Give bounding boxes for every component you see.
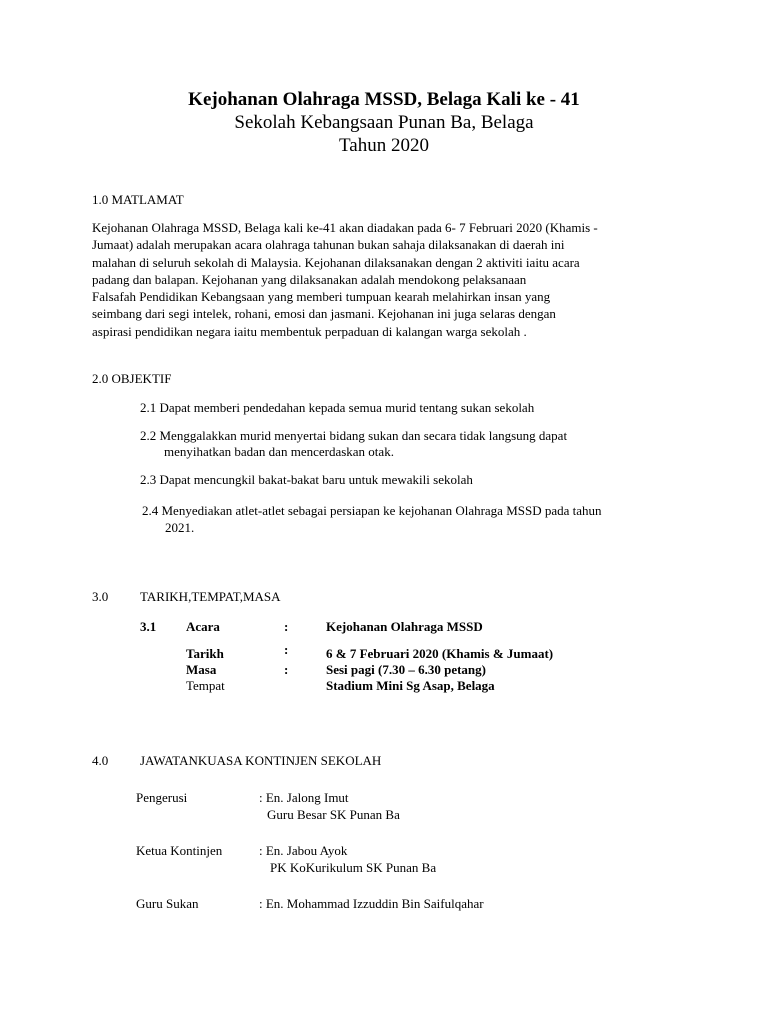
section-4-heading: JAWATANKUASA KONTINJEN SEKOLAH xyxy=(140,753,382,768)
detail-label: Acara xyxy=(186,619,220,634)
committee-name: : En. Jalong Imut xyxy=(259,790,349,805)
objective-item: 2.4 Menyediakan atlet-atlet sebagai persiapan ke kejohanan Olahraga MSSD pada tahun xyxy=(142,503,602,518)
paragraph-line: Jumaat) adalah merupakan acara olahraga tahunan bukan sahaja dilaksanakan di daerah ini xyxy=(92,237,565,253)
committee-role: Ketua Kontinjen xyxy=(136,843,223,858)
section-1-paragraph xyxy=(92,219,682,340)
objective-item: 2.2 Menggalakkan murid menyertai bidang sukan dan secara tidak langsung dapat xyxy=(140,428,568,443)
school-name: Sekolah Kebangsaan Punan Ba, Belaga xyxy=(234,112,534,133)
objective-item-continuation: 2021. xyxy=(165,520,195,535)
objective-item: 2.3 Dapat mencungkil bakat-bakat baru untuk mewakili sekolah xyxy=(140,472,473,487)
committee-title: PK KoKurikulum SK Punan Ba xyxy=(270,860,437,875)
detail-label: Tempat xyxy=(186,678,225,693)
committee-name: : En. Mohammad Izzuddin Bin Saifulqahar xyxy=(259,896,484,911)
paragraph-line: Kejohanan Olahraga MSSD, Belaga kali ke-41 akan diadakan pada 6- 7 Februari 2020 (Khamis - xyxy=(92,220,598,235)
paragraph-line: Falsafah Pendidikan Kebangsaan yang memberi tumpuan kearah melahirkan insan yang xyxy=(92,289,551,305)
objective-item: 2.1 Dapat memberi pendedahan kepada semua murid tentang sukan sekolah xyxy=(140,400,535,415)
document-year: Tahun 2020 xyxy=(339,135,429,156)
committee-role: Pengerusi xyxy=(136,790,188,805)
detail-colon: : xyxy=(284,619,289,634)
detail-value: Sesi pagi (7.30 – 6.30 petang) xyxy=(326,662,486,677)
committee-title: Guru Besar SK Punan Ba xyxy=(267,807,400,822)
paragraph-line: padang dan balapan. Kejohanan yang dilaksanakan adalah mendokong pelaksanaan xyxy=(92,271,527,287)
detail-colon: : xyxy=(284,642,289,657)
paragraph-line: aspirasi pendidikan negara iaitu membentuk perpaduan di kalangan warga sekolah . xyxy=(92,323,527,339)
detail-colon: : xyxy=(284,662,289,677)
detail-value: 6 & 7 Februari 2020 (Khamis & Jumaat) xyxy=(326,646,554,661)
section-1-heading: 1.0 MATLAMAT xyxy=(92,192,184,207)
subsection-number: 3.1 xyxy=(140,619,157,634)
detail-value: Kejohanan Olahraga MSSD xyxy=(326,619,483,634)
detail-label: Masa xyxy=(186,662,217,677)
section-2-heading: 2.0 OBJEKTIF xyxy=(92,371,172,386)
section-3-heading: TARIKH,TEMPAT,MASA xyxy=(140,589,281,604)
paragraph-line: seimbang dari segi intelek, rohani, emosi dan jasmani. Kejohanan ini juga selaras dengan xyxy=(92,306,556,322)
section-4-number: 4.0 xyxy=(92,753,109,768)
detail-value: Stadium Mini Sg Asap, Belaga xyxy=(326,678,495,693)
committee-name: : En. Jabou Ayok xyxy=(259,843,348,858)
committee-role: Guru Sukan xyxy=(136,896,199,911)
objective-item-continuation: menyihatkan badan dan mencerdaskan otak. xyxy=(164,444,394,459)
section-3-number: 3.0 xyxy=(92,589,109,604)
detail-label: Tarikh xyxy=(186,646,224,661)
paragraph-line: malahan di seluruh sekolah di Malaysia. Kejohanan dilaksanakan dengan 2 aktiviti iaitu acara xyxy=(92,254,580,270)
document-title: Kejohanan Olahraga MSSD, Belaga Kali ke - 41 xyxy=(188,89,580,110)
